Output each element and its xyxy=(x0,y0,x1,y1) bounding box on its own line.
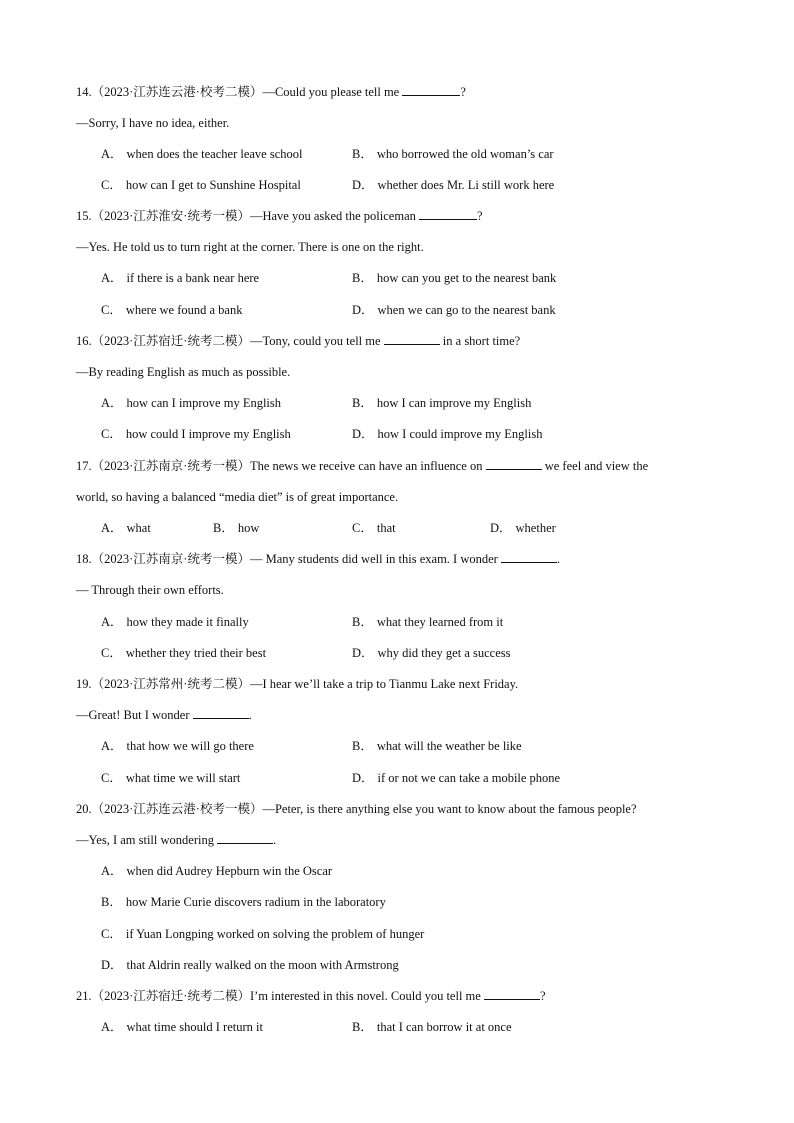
option-letter: B． xyxy=(352,147,373,161)
option-18-b[interactable] xyxy=(352,614,503,630)
option-20-b[interactable] xyxy=(101,894,386,910)
option-text: how Marie Curie discovers radium in the laboratory xyxy=(125,895,386,909)
option-letter: A． xyxy=(101,521,123,535)
option-letter: A． xyxy=(101,615,123,629)
option-text: how I could improve my English xyxy=(377,427,543,441)
option-letter: B． xyxy=(101,895,122,909)
option-20-d[interactable] xyxy=(101,957,399,973)
option-letter: B． xyxy=(352,271,373,285)
option-16-d[interactable] xyxy=(352,426,542,442)
question-15-stem xyxy=(76,208,483,224)
option-text: what time should I return it xyxy=(126,1020,263,1034)
option-18-c[interactable] xyxy=(101,645,266,661)
question-18-reply: — Through their own efforts. xyxy=(76,583,224,597)
option-text: how I can improve my English xyxy=(376,396,532,410)
option-letter: C． xyxy=(101,303,122,317)
question-text: —Peter, is there anything else you want to know about the famous people? xyxy=(262,802,637,816)
reply-text: —Great! But I wonder xyxy=(76,708,193,722)
question-16-stem xyxy=(76,333,520,349)
option-17-c[interactable] xyxy=(352,520,396,536)
option-letter: D． xyxy=(101,958,123,972)
option-18-a[interactable] xyxy=(101,614,249,630)
option-letter: C． xyxy=(352,521,373,535)
reply-text-end: . xyxy=(248,708,252,722)
option-15-a[interactable] xyxy=(101,270,259,286)
question-text: —Have you asked the policeman xyxy=(249,209,419,223)
question-source: （2023·江苏连云港·校考一模） xyxy=(91,802,263,816)
option-text: where we found a bank xyxy=(125,303,243,317)
option-text: how they made it finally xyxy=(126,615,249,629)
reply-text-end: . xyxy=(273,833,277,847)
option-letter: D． xyxy=(352,646,374,660)
question-21-stem xyxy=(76,988,546,1004)
question-20-reply xyxy=(76,832,276,848)
question-source: （2023·江苏常州·统考二模） xyxy=(91,677,250,691)
answer-blank xyxy=(419,208,477,220)
reply-text: —Yes, I am still wondering xyxy=(76,833,218,847)
option-text: whether they tried their best xyxy=(125,646,267,660)
option-letter: C． xyxy=(101,771,122,785)
question-19-stem xyxy=(76,676,518,692)
option-15-c[interactable] xyxy=(101,302,242,318)
question-source: （2023·江苏宿迁·统考二模） xyxy=(91,989,250,1003)
option-letter: D． xyxy=(352,303,374,317)
option-text: why did they get a success xyxy=(377,646,511,660)
question-source: （2023·江苏宿迁·统考二模） xyxy=(91,334,250,348)
question-source: （2023·江苏南京·统考一模） xyxy=(91,552,250,566)
question-14-reply: —Sorry, I have no idea, either. xyxy=(76,116,230,130)
option-letter: D． xyxy=(352,771,374,785)
answer-blank xyxy=(402,84,460,96)
question-text-end: ? xyxy=(460,85,466,99)
option-letter: B． xyxy=(352,615,373,629)
option-17-a[interactable] xyxy=(101,520,151,536)
option-17-d[interactable] xyxy=(490,520,556,536)
option-text: whether does Mr. Li still work here xyxy=(377,178,555,192)
option-text: that how we will go there xyxy=(126,739,254,753)
answer-blank xyxy=(484,988,540,1000)
option-15-d[interactable] xyxy=(352,302,556,318)
option-text: what will the weather be like xyxy=(376,739,522,753)
option-20-a[interactable] xyxy=(101,863,332,879)
option-text: when we can go to the nearest bank xyxy=(377,303,556,317)
option-letter: A． xyxy=(101,147,123,161)
question-number: 19. xyxy=(76,677,92,691)
option-16-b[interactable] xyxy=(352,395,531,411)
option-letter: A． xyxy=(101,864,123,878)
question-17-stem xyxy=(76,458,648,474)
question-15-reply: —Yes. He told us to turn right at the corner. There is one on the right. xyxy=(76,240,424,254)
question-source: （2023·江苏南京·统考一模） xyxy=(91,459,250,473)
question-17-stem-continued: world, so having a balanced “media diet” is of great importance. xyxy=(76,490,399,504)
question-text-end: ? xyxy=(477,209,483,223)
option-letter: D． xyxy=(352,427,374,441)
option-letter: B． xyxy=(352,739,373,753)
question-text-end: . xyxy=(556,552,561,566)
option-letter: B． xyxy=(352,1020,373,1034)
option-text: that Aldrin really walked on the moon with Armstrong xyxy=(126,958,399,972)
option-text: how could I improve my English xyxy=(125,427,291,441)
question-18-stem xyxy=(76,551,560,567)
option-text: how can I improve my English xyxy=(126,396,282,410)
option-letter: C． xyxy=(101,427,122,441)
option-letter: C． xyxy=(101,646,122,660)
answer-blank xyxy=(486,458,542,470)
option-text: what they learned from it xyxy=(376,615,504,629)
option-text: if or not we can take a mobile phone xyxy=(377,771,561,785)
question-text: I’m interested in this novel. Could you tell me xyxy=(249,989,484,1003)
answer-blank xyxy=(501,551,557,563)
option-16-a[interactable] xyxy=(101,395,281,411)
option-letter: D． xyxy=(352,178,374,192)
option-14-a[interactable] xyxy=(101,146,303,162)
option-letter: A． xyxy=(101,739,123,753)
option-letter: A． xyxy=(101,271,123,285)
option-letter: C． xyxy=(101,927,122,941)
option-text: whether xyxy=(515,521,556,535)
option-20-c[interactable] xyxy=(101,926,424,942)
option-text: how can you get to the nearest bank xyxy=(376,271,557,285)
option-text: how can I get to Sunshine Hospital xyxy=(125,178,301,192)
option-text: if Yuan Longping worked on solving the problem of hunger xyxy=(125,927,425,941)
option-letter: B． xyxy=(352,396,373,410)
option-text: when does the teacher leave school xyxy=(126,147,303,161)
option-text: when did Audrey Hepburn win the Oscar xyxy=(126,864,333,878)
option-19-c[interactable] xyxy=(101,770,240,786)
option-19-d[interactable] xyxy=(352,770,560,786)
option-letter: B． xyxy=(213,521,234,535)
question-text: The news we receive can have an influence on xyxy=(249,459,486,473)
question-20-stem xyxy=(76,801,637,817)
option-18-d[interactable] xyxy=(352,645,510,661)
option-letter: C． xyxy=(101,178,122,192)
question-16-reply: —By reading English as much as possible. xyxy=(76,365,291,379)
question-text-end: ? xyxy=(539,989,546,1003)
question-number: 16. xyxy=(76,334,92,348)
question-number: 14. xyxy=(76,85,92,99)
option-text: that xyxy=(376,521,396,535)
option-letter: A． xyxy=(101,396,123,410)
option-text: what xyxy=(126,521,151,535)
option-text: how xyxy=(237,521,260,535)
question-14-stem xyxy=(76,84,466,100)
option-17-b[interactable] xyxy=(213,520,259,536)
option-14-d[interactable] xyxy=(352,177,554,193)
question-source: （2023·江苏淮安·统考一模） xyxy=(91,209,250,223)
question-text: —I hear we’ll take a trip to Tianmu Lake next Friday. xyxy=(249,677,519,691)
option-text: if there is a bank near here xyxy=(126,271,260,285)
option-15-b[interactable] xyxy=(352,270,556,286)
question-text: —Could you please tell me xyxy=(262,85,403,99)
option-text: who borrowed the old woman’s car xyxy=(376,147,554,161)
question-source: （2023·江苏连云港·校考二模） xyxy=(91,85,263,99)
option-letter: D． xyxy=(490,521,512,535)
question-text-end: in a short time? xyxy=(439,334,521,348)
answer-blank xyxy=(193,707,249,719)
question-number: 17. xyxy=(76,459,92,473)
question-number: 18. xyxy=(76,552,92,566)
answer-blank xyxy=(217,832,273,844)
option-letter: A． xyxy=(101,1020,123,1034)
option-text: what time we will start xyxy=(125,771,241,785)
option-21-a[interactable] xyxy=(101,1019,263,1035)
question-text-end: we feel and view the xyxy=(541,459,649,473)
answer-blank xyxy=(384,333,440,345)
question-number: 21. xyxy=(76,989,92,1003)
question-number: 20. xyxy=(76,802,92,816)
question-19-reply xyxy=(76,707,252,723)
option-16-c[interactable] xyxy=(101,426,291,442)
option-14-b[interactable] xyxy=(352,146,554,162)
question-text: —Tony, could you tell me xyxy=(249,334,384,348)
option-19-b[interactable] xyxy=(352,738,522,754)
option-19-a[interactable] xyxy=(101,738,254,754)
question-text: — Many students did well in this exam. I wonder xyxy=(249,552,501,566)
option-14-c[interactable] xyxy=(101,177,301,193)
question-number: 15. xyxy=(76,209,92,223)
option-text: that I can borrow it at once xyxy=(376,1020,512,1034)
option-21-b[interactable] xyxy=(352,1019,512,1035)
